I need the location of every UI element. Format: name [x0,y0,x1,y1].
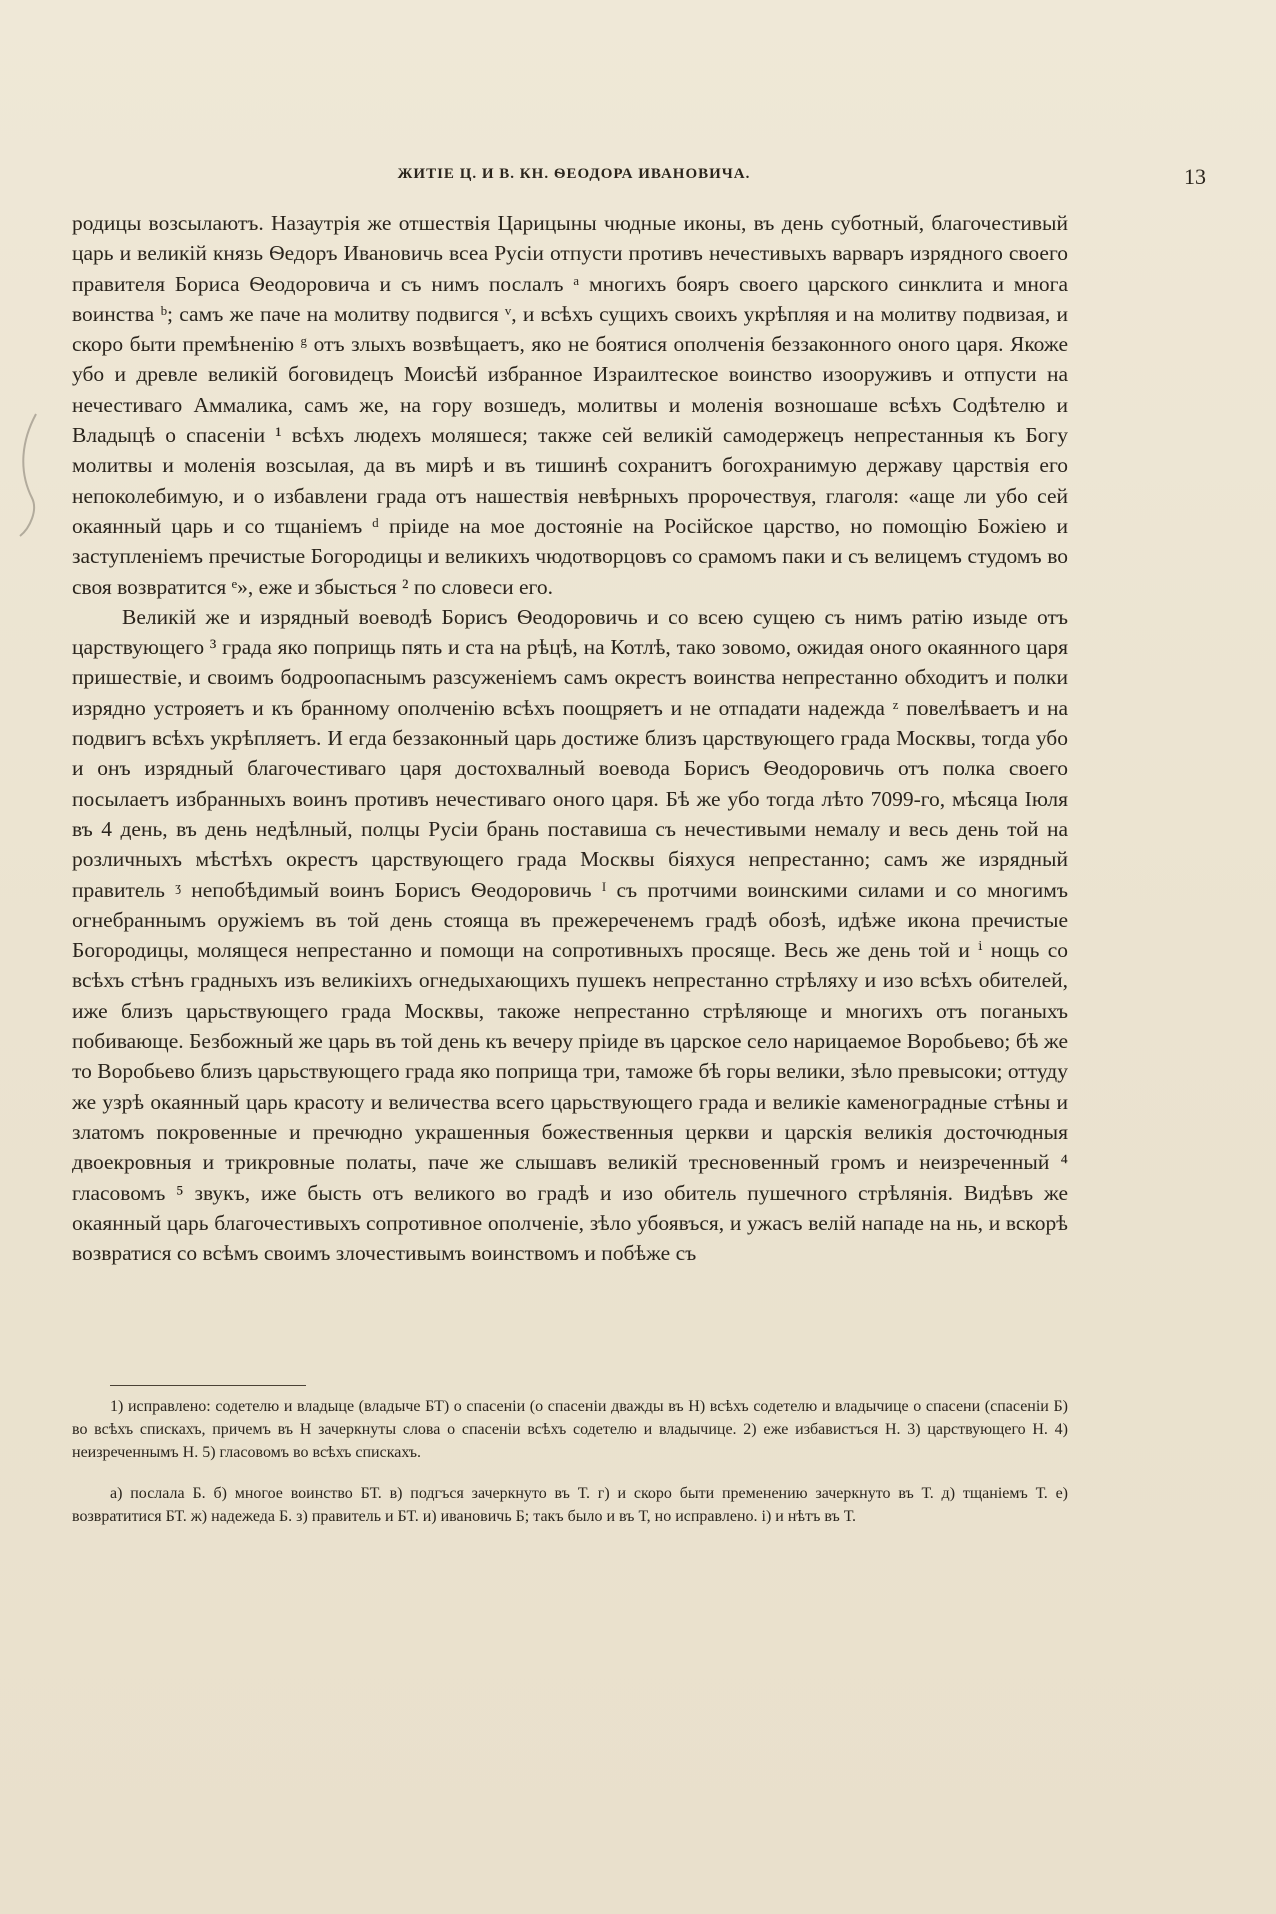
main-text [72,208,1068,1268]
footnote-divider [110,1385,306,1386]
paragraph: Великій же и изрядный воеводѣ Борисъ Ѳеодоровичь и со всею сущею съ нимъ ратію изыде отъ царствующего ³ града яко поприщь пять и ста на рѣцѣ, на Котлѣ, тако зовомо, ожидая оного окаянного царя пришествіе, и своимъ бодроопаснымъ разсуженіемъ самъ окрестъ воинства непрестанно обходитъ и полки изрядно устрояетъ и къ бранному ополченію всѣхъ поощряетъ и не отпадати надежда ᶻ повелѣваетъ и на подвигъ всѣхъ укрѣпляетъ. И егда беззаконный царь достиже близъ царствующего града Москвы, тогда убо и онъ изрядный благочестиваго царя достохвалный воевода Борисъ Ѳеодоровичь отъ полка своего посылаетъ избранныхъ воинъ противъ нечестиваго оного царя. Бѣ же убо тогда лѣто 7099-го, мѣсяца Іюля въ 4 день, въ день недѣлный, полцы Русіи брань поставиша съ нечестивыми немалу и весь день той на розличныхъ мѣстѣхъ окрестъ царствующего града Москвы біяхуся непрестанно; самъ же изрядный правитель ᶾ непобѣдимый воинъ Борисъ Ѳеодоровичь ᴵ съ протчими воинскими силами и со многимъ огнебраннымъ оружіемъ въ той день стояща въ прежереченемъ градѣ обозѣ, идѣже икона пречистые Богородицы, молящеся непрестанно и помощи на сопротивныхъ просяще. Весь же день той и ⁱ нощь со всѣхъ стѣнъ градныхъ изъ великіихъ огнедыхающихъ пушекъ непрестанно стрѣляху и изо всѣхъ обителей, иже близъ царьствующего града Москвы, такоже непрестанно стрѣляюще и многихъ отъ поганыхъ побивающе. Безбожный же царь въ той день къ вечеру пріиде въ царское село нарицаемое Воробьево; бѣ же то Воробьево близъ царьствующего града яко поприща три, таможе бѣ горы велики, зѣло превысоки; оттуду же узрѣ окаянный царь красоту и величества всего царьствующего града и великіе каменоградные стѣны и златомъ покровенные и пречюдно украшенныя божественныя церкви и царскія великія досточюдныя двоекровныя и трикровные полаты, паче же слышавъ великій тресновенный громъ и неизреченный ⁴ гласовомъ ⁵ звукъ, иже бысть отъ великого во градѣ и изо обитель пушечного стрѣлянія. Видѣвъ же окаянный царь благочестивыхъ сопротивное ополченіе, зѣло убоявъся, и ужасъ велій нападе на нь, и вскорѣ возвратися со всѣмъ своимъ злочестивымъ воинствомъ и побѣже съ [72,604,1068,1266]
page-header [72,164,1206,192]
paragraph: родицы возсылаютъ. Назаутрія же отшествія Царицыны чюдные иконы, въ день суботный, благочестивый царь и великій князь Ѳедоръ Ивановичь всеа Русіи отпусти противъ нечестивыхъ варваръ изрядного своего правителя Бориса Ѳеодоровича и съ нимъ послалъ ᵃ многихъ бояръ своего царского синклита и многа воинства ᵇ; самъ же паче на молитву подвигся ᵛ, и всѣхъ сущихъ своихъ укрѣпляя и на молитву подвизая, и скоро быти премѣненію ᵍ отъ злыхъ возвѣщаетъ, яко не боятися ополченія беззаконного оного царя. Якоже убо и древле великій боговидецъ Моисѣй избранное Израилтеское воинство изооруживъ и отпусти на нечестиваго Аммалика, самъ же, на гору возшедъ, молитвы и моленія возношаше всѣхъ Содѣтелю и Владыцѣ о спасеніи ¹ всѣхъ людехъ моляшеся; также сей великій самодержецъ непрестанныя къ Богу молитвы и моленія возсылая, да въ мирѣ и въ тишинѣ сохранитъ богохранимую державу царствія его непоколебимую, и о избавлени града отъ нашествія невѣрныхъ пророчествуя, глаголя: «аще ли убо сей окаянный царь и со тщаніемъ ᵈ пріиде на мое достояніе на Російское царство, но помощію Божіею и заступленіемъ пречистые Богородицы и великихъ чюдотворцовъ со срамомъ паки и съ велицемъ студомъ во своя возвратится ᵉ», еже и збысться ² по словеси его. [72,211,1068,599]
page-number: 13 [1184,164,1206,189]
footnotes [72,1395,1068,1528]
margin-pencil-mark [8,410,48,540]
variant-readings: а) послала Б. б) многое воинство БТ. в) подгъся зачеркнуто въ Т. г) и скоро быти пременению зачеркнуто въ Т. д) тщаніемъ Т. е) возвратитися БТ. ж) надежеда Б. з) правитель и БТ. и) ивановичь Б; такъ было и въ Т, но исправлено. і) и нѣтъ въ Т. [72,1485,1068,1525]
running-title: ЖИТІЕ Ц. И В. КН. ѲЕОДОРА ИВАНОВИЧА. [397,166,751,182]
footnote: 1) исправлено: содетелю и владыце (владыче БТ) о спасеніи (о спасеніи дважды въ Н) всѣхъ содетелю и владычице о спасени (спасеніи Б) во всѣхъ спискахъ, причемъ въ Н зачеркнуты слова о спасеніи всѣхъ содетелю и владычице. 2) еже избавистъся Н. 3) царствующего Н. 4) неизреченнымъ Н. 5) гласовомъ во всѣхъ спискахъ. [72,1398,1068,1461]
